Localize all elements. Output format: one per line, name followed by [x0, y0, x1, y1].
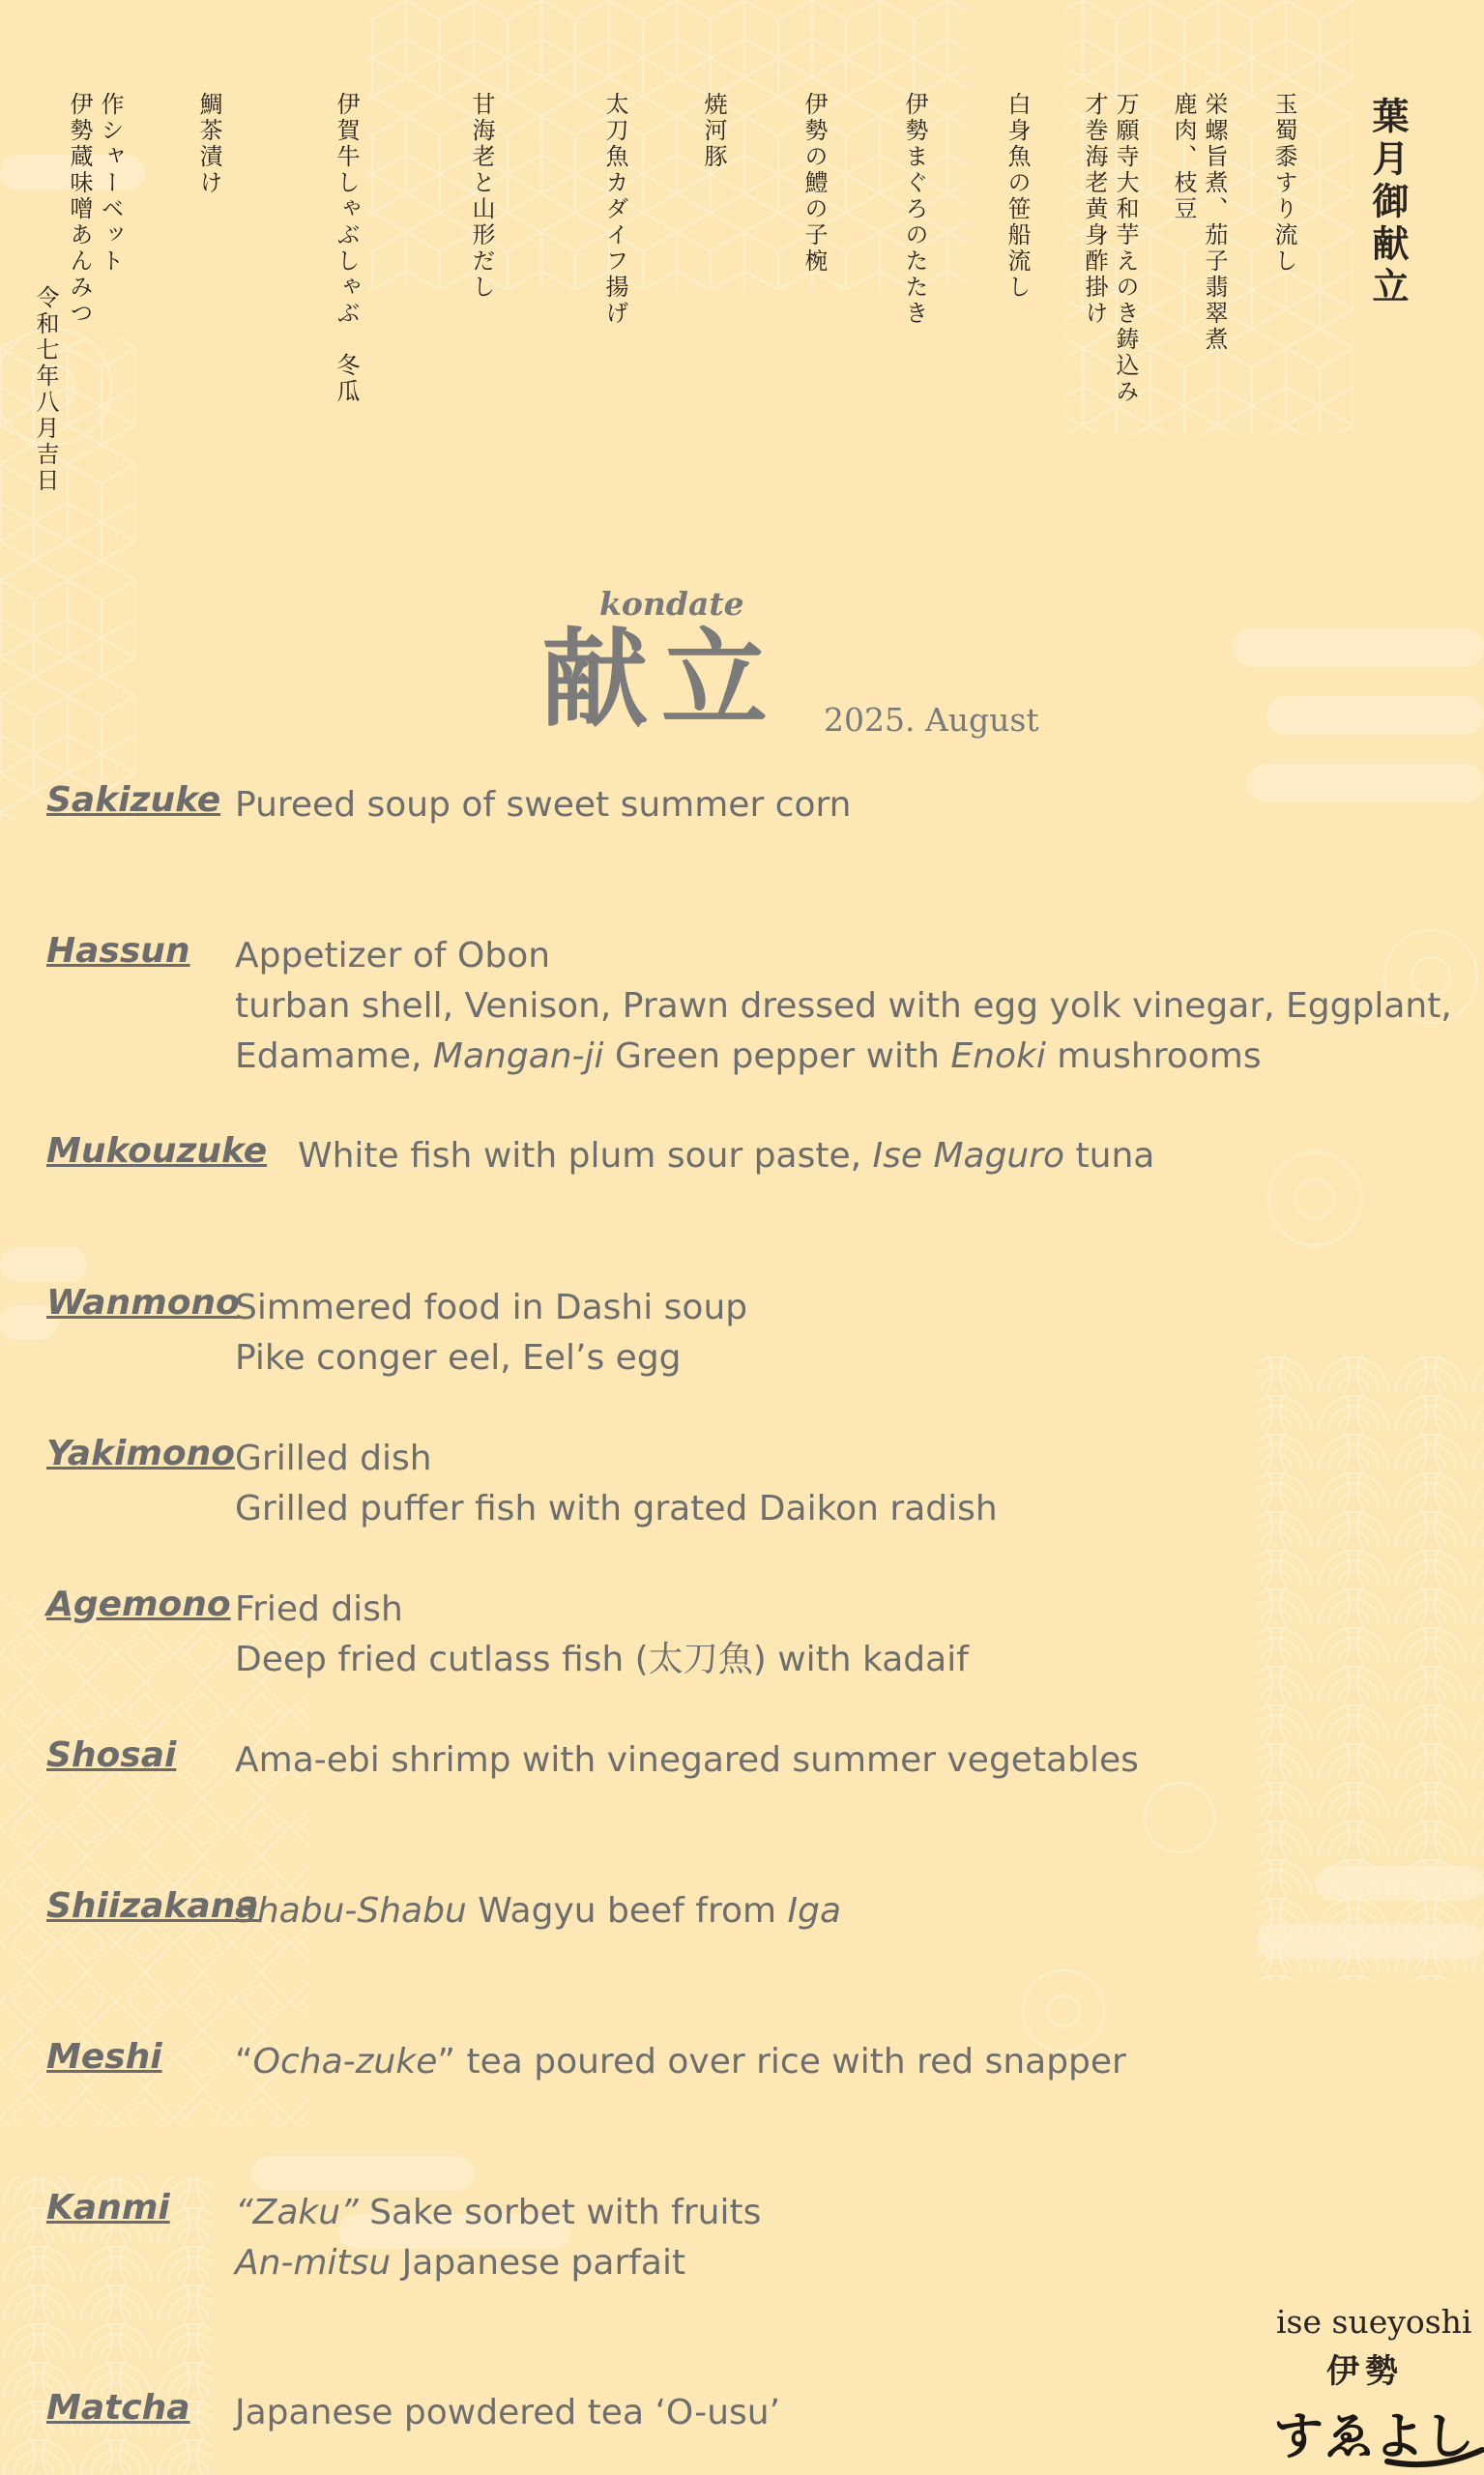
course-name: Shosai [46, 1735, 177, 1775]
course-text: Grilled puffer fish with grated Daikon radish [235, 1489, 998, 1529]
japanese-menu-item: 鹿肉、枝豆 [1170, 92, 1197, 222]
course-name: Sakizuke [46, 780, 221, 820]
course-text: “ [235, 2042, 253, 2082]
course-description [235, 1283, 747, 1383]
course-description-line [235, 2238, 761, 2288]
course-text: Edamame, [235, 1036, 433, 1076]
course-description-line [235, 1434, 998, 1484]
course-description-line [235, 1735, 1139, 1786]
course-text: ” tea poured over rice with red snapper [437, 2042, 1126, 2082]
course-text: Wagyu beef from [466, 1891, 788, 1931]
course-description [235, 780, 852, 830]
japanese-menu-item: 栄螺旨煮、茄子翡翠煮 [1201, 92, 1228, 353]
course-description-line [235, 2188, 761, 2238]
course-description [235, 2388, 780, 2438]
course-text: Appetizer of Obon [235, 936, 551, 975]
course-text: Fried dish [235, 1589, 403, 1629]
course-text: tuna [1064, 1136, 1155, 1176]
course-term-italic: Ocha-zuke [252, 2042, 438, 2082]
course-description [235, 931, 1452, 1082]
japanese-menu-item: 伊賀牛しゃぶしゃぶ 冬瓜 [333, 92, 360, 405]
course-text: Japanese parfait [391, 2243, 686, 2283]
course-description [235, 1735, 1139, 1786]
course-name: Kanmi [46, 2188, 170, 2228]
course-description [235, 2037, 1126, 2087]
kondate-kanji-title: 献立 [541, 617, 781, 742]
course-description-line [235, 780, 852, 830]
course-text: Deep fried cutlass fish (太刀魚) with kadaif [235, 1640, 969, 1679]
course-text: Pureed soup of sweet summer corn [235, 785, 852, 825]
course-name: Shiizakana [46, 1886, 259, 1926]
logo-text: すゑよし [1273, 2407, 1475, 2466]
course-name: Matcha [46, 2388, 190, 2428]
course-name: Hassun [46, 931, 190, 971]
japanese-menu-title: 葉月御献立 [1366, 97, 1410, 309]
course-term-italic: “Zaku” [235, 2193, 359, 2232]
course-description [235, 1886, 841, 1936]
course-description-line [235, 1283, 747, 1333]
japanese-menu-item: 玉蜀黍すり流し [1270, 92, 1297, 275]
japanese-menu-item: 太刀魚カダイフ揚げ [601, 92, 628, 327]
course-description-line [235, 1032, 1452, 1082]
japanese-menu-item: 甘海老と山形だし [468, 92, 495, 301]
japanese-menu-date: 令和七年八月吉日 [32, 285, 59, 494]
japanese-menu-item: 万願寺大和芋えのき鋳込み [1112, 92, 1139, 405]
course-description-line [298, 1131, 1154, 1181]
course-description [235, 1434, 998, 1534]
sueyoshi-logo [1271, 2386, 1484, 2475]
menu-date: 2025. August [824, 701, 1039, 739]
japanese-menu-item: 伊勢蔵味噌あんみつ [66, 92, 93, 327]
restaurant-name: ise sueyoshi [1276, 2303, 1472, 2341]
course-term-italic: Mangan-ji [432, 1036, 604, 1076]
course-text: Pike conger eel, Eel’s egg [235, 1338, 682, 1378]
course-description-line [235, 1333, 747, 1383]
course-description-line [235, 1886, 841, 1936]
restaurant-name-jp: 伊勢 [1326, 2352, 1404, 2391]
course-term-italic: Ise Maguro [872, 1136, 1065, 1176]
course-description-line [235, 1585, 969, 1635]
course-name: Yakimono [46, 1434, 235, 1473]
course-text: Ama-ebi shrimp with vinegared summer vegetables [235, 1740, 1139, 1780]
japanese-menu-item: 鯛茶漬け [195, 92, 222, 196]
course-description [235, 1585, 969, 1685]
course-term-italic: Shabu-Shabu [235, 1891, 467, 1931]
japanese-menu-item: 伊勢まぐろのたたき [901, 92, 928, 327]
course-text: Sake sorbet with fruits [358, 2193, 762, 2232]
course-description-line [235, 931, 1452, 981]
course-description-line [235, 981, 1452, 1032]
course-name: Mukouzuke [46, 1131, 268, 1171]
course-description [235, 2188, 761, 2288]
course-text: turban shell, Venison, Prawn dressed with egg yolk vinegar, Eggplant, [235, 986, 1452, 1026]
japanese-menu-item: 作シャーベット [97, 92, 124, 275]
japanese-menu-item: 白身魚の笹船流し [1004, 92, 1031, 301]
course-text: Grilled dish [235, 1439, 432, 1478]
japanese-menu-item: 才巻海老黄身酢掛け [1081, 92, 1108, 327]
course-term-italic: Iga [787, 1891, 842, 1931]
course-text: White fish with plum sour paste, [298, 1136, 873, 1176]
course-name: Wanmono [46, 1283, 240, 1323]
course-text: Green pepper with [603, 1036, 951, 1076]
course-text: mushrooms [1045, 1036, 1262, 1076]
course-description-line [235, 1635, 969, 1685]
japanese-menu-item: 伊勢の鱧の子椀 [800, 92, 828, 275]
course-description-line [235, 2388, 780, 2438]
course-description-line [235, 2037, 1126, 2087]
course-name: Agemono [46, 1585, 231, 1624]
kondate-romaji: kondate [599, 585, 744, 623]
japanese-menu-item: 焼河豚 [700, 92, 727, 170]
course-description-line [235, 1484, 998, 1534]
course-name: Meshi [46, 2037, 162, 2077]
course-description [298, 1131, 1154, 1181]
course-text: Simmered food in Dashi soup [235, 1288, 748, 1327]
course-text: Japanese powdered tea ‘O-usu’ [235, 2393, 781, 2432]
course-term-italic: An-mitsu [235, 2243, 392, 2283]
course-term-italic: Enoki [950, 1036, 1046, 1076]
